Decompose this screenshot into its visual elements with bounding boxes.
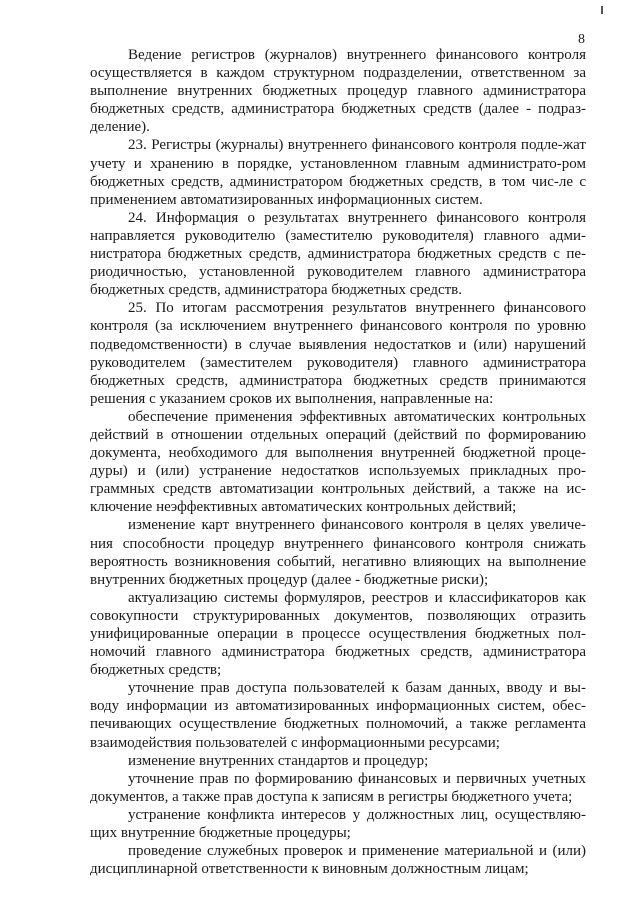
list-item-document-rights: уточнение прав по формированию финансовых и первичных учетных документов, а также прав доступа к записям в регистры бюджетного учета; [90, 770, 586, 805]
list-item-conflict-of-interest: устранение конфликта интересов у должностных лиц, осуществляю-щих внутренние бюджетные процедуры; [90, 806, 586, 842]
paragraph-23: 23. Регистры (журналы) внутреннего финансового контроля подле-жат учету и хранению в порядке, установленном главным администрато-ром бюджетных средств, администратором бюджетных средств, в том чис-ле с применением автоматизированных информационных систем. [90, 137, 586, 208]
list-item-automatic-controls: обеспечение применения эффективных автоматических контрольных действий в отношении отдельных операций (действий по формированию документа, необходимого для выполнения внутренней бюджетной проце-дуры) и (или) устранение недостатков используемых прикладных про-граммных средств автоматизации контрольных действий, а также на ис-ключение неэффективных автоматических контрольных действий; [90, 408, 586, 516]
list-item-control-maps: изменение карт внутреннего финансового контроля в целях увеличе-ния способности процедур внутреннего финансового контроля снижать вероятность возникновения событий, негативно влияющих на выполнение внутренних бюджетных процедур (далее - бюджетные риски); [90, 517, 586, 588]
scan-mark [601, 6, 603, 14]
list-item-official-inspections: проведение служебных проверок и применение материальной и (или) дисциплинарной ответственности к виновным должностным лицам; [90, 843, 586, 878]
paragraph-25: 25. По итогам рассмотрения результатов внутреннего финансового контроля (за исключением внутреннего финансового контроля по уровню подведомственности) в случае выявления недостатков и (или) нарушений руководителем (заместителем руководителя) главного администратора бюджетных средств, администратора бюджетных средств принимаются решения с указанием сроков их выполнения, направленные на: [90, 300, 586, 407]
paragraph-registers-maintenance: Ведение регистров (журналов) внутреннего финансового контроля осуществляется в каждом структурном подразделении, ответственном за выполнение внутренних бюджетных процедур главного администратора бюджетных средств, администратора бюджетных средств (далее - подраз-деление). [90, 47, 586, 136]
list-item-forms-registers: актуализацию системы формуляров, реестров и классификаторов как совокупности структурированных документов, позволяющих отразить унифицированные операции в процессе осуществления бюджетных пол-номочий главного администратора бюджетных средств, администратора бюджетных средств; [90, 589, 586, 679]
document-body [90, 46, 586, 878]
paragraph-24: 24. Информация о результатах внутреннего финансового контроля направляется руководителю (заместителю руководителя) главного адми-нистратора бюджетных средств, администратора бюджетных средств с пе-риодичностью, установленной руководителем главного администратора бюджетных средств, администратора бюджетных средств. [90, 209, 586, 299]
list-item-access-rights: уточнение прав доступа пользователей к базам данных, вводу и вы-воду информации из автоматизированных информационных систем, обес-печивающих осуществление бюджетных полномочий, а также регламента взаимодействия пользователей с информационными ресурсами; [90, 680, 586, 751]
list-item-internal-standards: изменение внутренних стандартов и процедур; [128, 752, 429, 769]
page-number: 8 [578, 32, 585, 47]
